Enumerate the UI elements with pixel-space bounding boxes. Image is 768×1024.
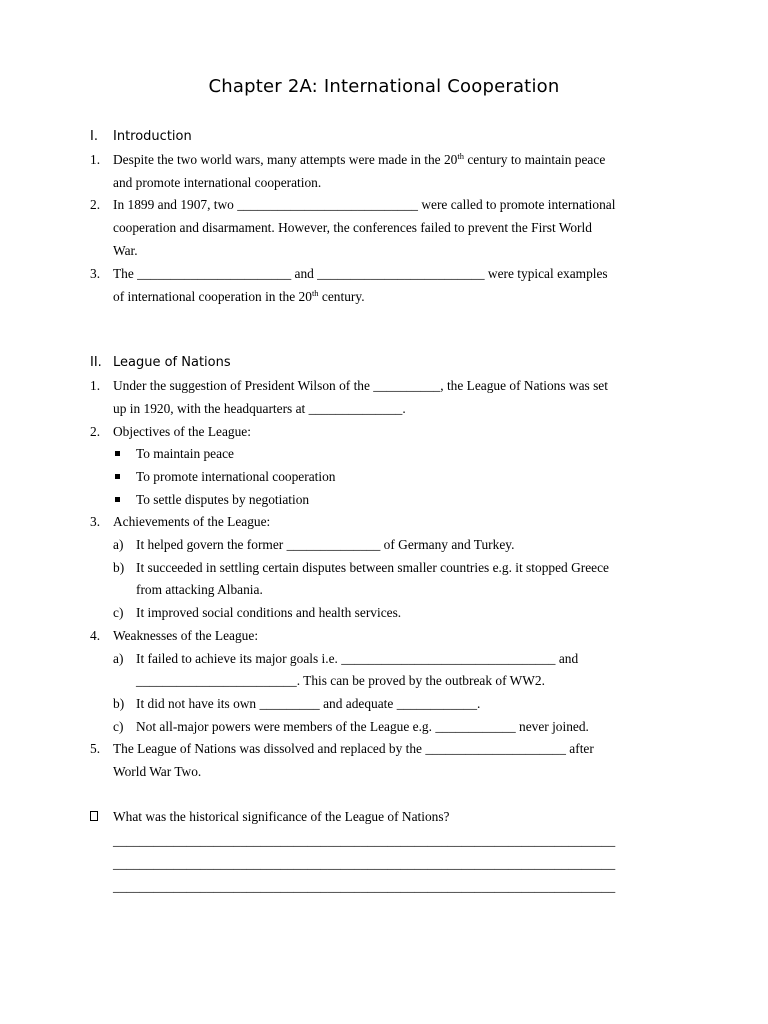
bullet-text: To promote international cooperation [136,469,336,484]
item-number: 4. [90,628,101,643]
text-line: It failed to achieve its major goals i.e. ________________________________ and [136,651,579,666]
text-run: Despite the two world wars, many attempts were made in the 20 [113,152,458,167]
sub-item-marker: b) [113,560,125,575]
item-number: 1. [90,378,101,393]
text-line: Weaknesses of the League: [113,628,259,643]
item-number: 1. [90,152,101,167]
text-line [113,289,365,305]
item-number: 2. [90,424,101,439]
page-title: Chapter 2A: International Cooperation [208,76,560,97]
sub-item-marker: c) [113,605,124,620]
text-line: Under the suggestion of President Wilson of the __________, the League of Nations was set [113,378,608,393]
section-title: League of Nations [113,355,231,370]
text-line: ________________________. This can be proved by the outbreak of WW2. [136,673,545,688]
sub-item-marker: c) [113,719,124,734]
square-bullet-icon [115,474,120,479]
answer-line: ___________________________________________________________________________ [113,833,616,848]
text-line: In 1899 and 1907, two ___________________________ were called to promote international [113,197,616,212]
text-line: It improved social conditions and health services. [136,605,402,620]
text-run: of international cooperation in the 20 [113,289,312,304]
item-number: 3. [90,514,101,529]
answer-line: ___________________________________________________________________________ [113,856,616,871]
placeholder-glyph-icon [90,811,98,821]
item-number: 2. [90,197,101,212]
sub-item-marker: a) [113,537,124,552]
text-line [113,152,605,168]
text-line: War. [113,243,138,258]
bullet-text: To maintain peace [136,446,234,461]
section-title: Introduction [113,129,192,144]
text-line: cooperation and disarmament. However, the conferences failed to prevent the First World [113,220,592,235]
text-line: The _______________________ and _________________________ were typical examples [113,266,608,281]
text-line: It succeeded in settling certain disputes between smaller countries e.g. it stopped Greece [136,560,609,575]
text-line: Objectives of the League: [113,424,251,439]
section-number: II. [90,355,102,370]
item-number: 5. [90,741,101,756]
item-number: 3. [90,266,101,281]
text-line: The League of Nations was dissolved and replaced by the _____________________ after [113,741,594,756]
text-line: World War Two. [113,764,202,779]
text-line: and promote international cooperation. [113,175,322,190]
question-text: What was the historical significance of the League of Nations? [113,809,450,824]
text-run: century to maintain peace [463,152,606,167]
answer-line: ___________________________________________________________________________ [113,879,616,894]
sub-item-marker: b) [113,696,125,711]
text-line: Achievements of the League: [113,514,271,529]
bullet-text: To settle disputes by negotiation [136,492,310,507]
text-line: It helped govern the former ______________ of Germany and Turkey. [136,537,515,552]
text-line: Not all-major powers were members of the League e.g. ____________ never joined. [136,719,589,734]
text-line: up in 1920, with the headquarters at ______________. [113,401,406,416]
section-number: I. [90,129,98,144]
superscript: th [457,151,464,161]
text-line: from attacking Albania. [136,582,263,597]
square-bullet-icon [115,451,120,456]
superscript: th [311,288,319,298]
text-line: It did not have its own _________ and adequate ____________. [136,696,481,711]
square-bullet-icon [115,497,120,502]
sub-item-marker: a) [113,651,124,666]
text-run: century. [318,289,365,304]
